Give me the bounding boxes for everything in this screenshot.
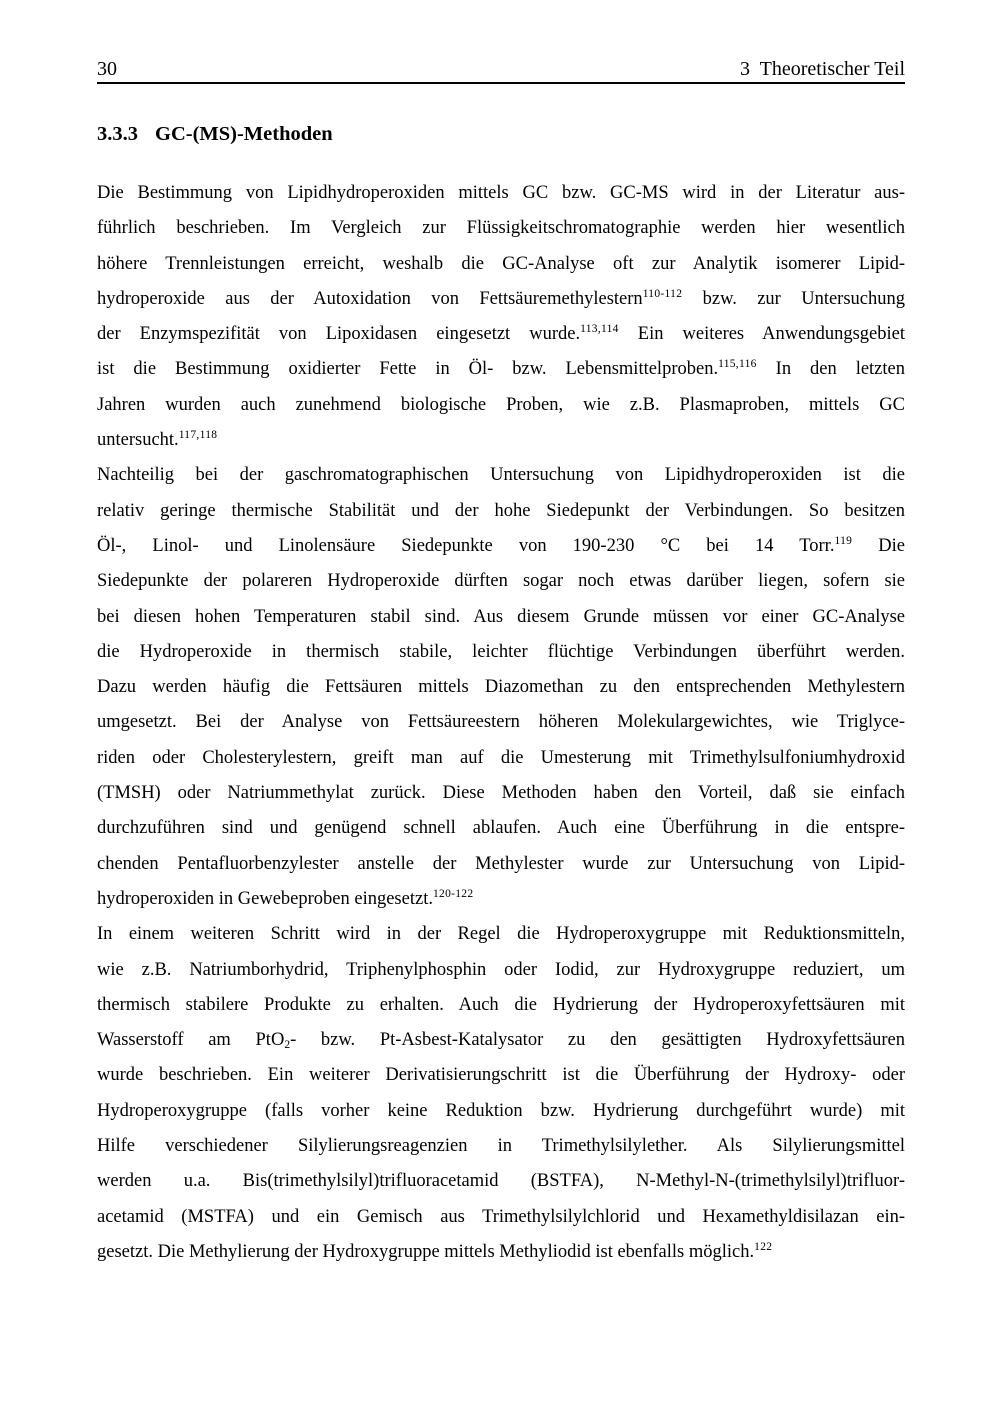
text-segment: - bzw. Pt-Asbest-Katalysator zu den gesättigten Hydroxyfettsäuren (290, 1030, 905, 1051)
text-segment: In den letzten (756, 359, 905, 380)
citation-superscript: 120-122 (432, 887, 474, 900)
text-segment: Die Bestimmung von Lipidhydroperoxiden mittels GC bzw. GC-MS wird in der Literatur aus- (97, 183, 905, 203)
text-line (97, 564, 905, 599)
text-segment: umgesetzt. Bei der Analyse von Fettsäureestern höheren Molekulargewichtes, wie Triglyce- (97, 712, 905, 733)
text-segment: thermisch stabilere Produkte zu erhalten. Auch die Hydrierung der Hydroperoxyfettsäuren mit (97, 994, 905, 1015)
text-line (97, 211, 905, 246)
text-line (97, 1023, 905, 1058)
text-segment: untersucht. (97, 430, 179, 451)
text-segment: Dazu werden häufig die Fettsäuren mittels Diazomethan zu den entsprechenden Methylestern (97, 677, 905, 698)
text-line (97, 811, 905, 846)
text-segment: gesetzt. Die Methylierung der Hydroxygruppe mittels Methyliodid ist ebenfalls möglich. (97, 1241, 755, 1262)
text-segment: die Hydroperoxide in thermisch stabile, leichter flüchtige Verbindungen überführt werden. (97, 641, 905, 662)
text-segment: chenden Pentafluorbenzylester anstelle der Methylester wurde zur Untersuchung von Lipid- (97, 853, 905, 874)
text-segment: höhere Trennleistungen erreicht, weshalb die GC-Analyse oft zur Analytik isomerer Lipid- (97, 253, 905, 274)
text-line (97, 1235, 905, 1270)
page-number: 30 (97, 58, 117, 80)
text-line (97, 1094, 905, 1129)
text-line (97, 317, 905, 352)
text-line (97, 1200, 905, 1235)
text-segment: führlich beschrieben. Im Vergleich zur Flüssigkeitschromatographie werden hier wesentlich (97, 218, 905, 239)
text-line (97, 917, 905, 952)
citation-superscript: 119 (834, 534, 853, 547)
citation-superscript: 117,118 (178, 429, 218, 442)
text-segment: Siedepunkte der polareren Hydroperoxide dürften sogar noch etwas darüber liegen, sofern sie (97, 571, 905, 592)
citation-superscript: 110-112 (642, 287, 683, 300)
text-segment: hydroperoxiden in Gewebeproben eingesetzt. (97, 888, 433, 909)
text-line (97, 741, 905, 776)
text-line (97, 776, 905, 811)
text-line (97, 670, 905, 705)
text-segment: Hilfe verschiedener Silylierungsreagenzien in Trimethylsilylether. Als Silylierungsmittel (97, 1136, 905, 1157)
text-segment: In einem weiteren Schritt wird in der Regel die Hydroperoxygruppe mit Reduktionsmitteln, (97, 924, 905, 945)
body-text (97, 176, 905, 1270)
text-segment: Die (852, 535, 906, 556)
text-line (97, 882, 905, 917)
text-segment: Nachteilig bei der gaschromatographischen Untersuchung von Lipidhydroperoxiden ist die (97, 465, 905, 486)
text-line (97, 176, 905, 211)
text-segment: Ein weiteres Anwendungsgebiet (618, 324, 905, 345)
text-line (97, 529, 905, 564)
text-line (97, 600, 905, 635)
section-heading (97, 122, 333, 146)
text-line (97, 352, 905, 387)
text-segment: Jahren wurden auch zunehmend biologische Proben, wie z.B. Plasmaproben, mittels GC (97, 394, 905, 415)
text-segment: durchzuführen sind und genügend schnell ablaufen. Auch eine Überführung in die entspre- (97, 818, 905, 839)
section-title: GC-(MS)-Methoden (155, 123, 333, 145)
page-header (97, 58, 905, 80)
text-line (97, 1164, 905, 1199)
text-line (97, 423, 905, 458)
text-line (97, 1129, 905, 1164)
text-line (97, 988, 905, 1023)
text-line (97, 388, 905, 423)
text-segment: bzw. zur Untersuchung (682, 288, 905, 309)
text-line (97, 635, 905, 670)
text-segment: hydroperoxide aus der Autoxidation von Fettsäuremethylestern (97, 288, 643, 309)
text-segment: riden oder Cholesterylestern, greift man auf die Umesterung mit Trimethylsulfoniumhydroxid (97, 747, 905, 768)
text-segment: Wasserstoff am PtO (97, 1030, 285, 1051)
text-line (97, 953, 905, 988)
text-segment: werden u.a. Bis(trimethylsilyl)trifluoracetamid (BSTFA), N-Methyl-N-(trimethylsilyl)trifluor- (97, 1171, 905, 1192)
text-segment: wie z.B. Natriumborhydrid, Triphenylphosphin oder Iodid, zur Hydroxygruppe reduziert, um (97, 959, 905, 980)
chemical-subscript: 2 (284, 1039, 291, 1052)
running-head: 3 Theoretischer Teil (739, 58, 905, 80)
text-segment: (TMSH) oder Natriummethylat zurück. Diese Methoden haben den Vorteil, daß sie einfach (97, 783, 905, 804)
text-segment: relativ geringe thermische Stabilität und der hohe Siedepunkt der Verbindungen. So besitzen (97, 500, 905, 521)
text-segment: bei diesen hohen Temperaturen stabil sind. Aus diesem Grunde müssen vor einer GC-Analyse (97, 606, 905, 627)
text-segment: Hydroperoxygruppe (falls vorher keine Reduktion bzw. Hydrierung durchgeführt wurde) mit (97, 1100, 905, 1121)
section-number: 3.3.3 (97, 123, 138, 145)
header-rule (97, 82, 905, 84)
text-segment: ist die Bestimmung oxidierter Fette in Öl- bzw. Lebensmittelproben. (97, 359, 719, 380)
text-line (97, 282, 905, 317)
citation-superscript: 122 (754, 1240, 773, 1253)
text-segment: Öl-, Linol- und Linolensäure Siedepunkte von 190-230 °C bei 14 Torr. (97, 535, 835, 556)
citation-superscript: 115,116 (718, 358, 757, 371)
text-line (97, 458, 905, 493)
text-segment: der Enzymspezifität von Lipoxidasen eingesetzt wurde. (97, 324, 581, 345)
text-segment: acetamid (MSTFA) und ein Gemisch aus Trimethylsilylchlorid und Hexamethyldisilazan ein- (97, 1206, 905, 1227)
text-line (97, 247, 905, 282)
text-line (97, 494, 905, 529)
citation-superscript: 113,114 (580, 323, 619, 336)
text-line (97, 705, 905, 740)
text-segment: wurde beschrieben. Ein weiterer Derivatisierungschritt ist die Überführung der Hydroxy- oder (97, 1065, 905, 1086)
text-line (97, 1058, 905, 1093)
text-line (97, 847, 905, 882)
